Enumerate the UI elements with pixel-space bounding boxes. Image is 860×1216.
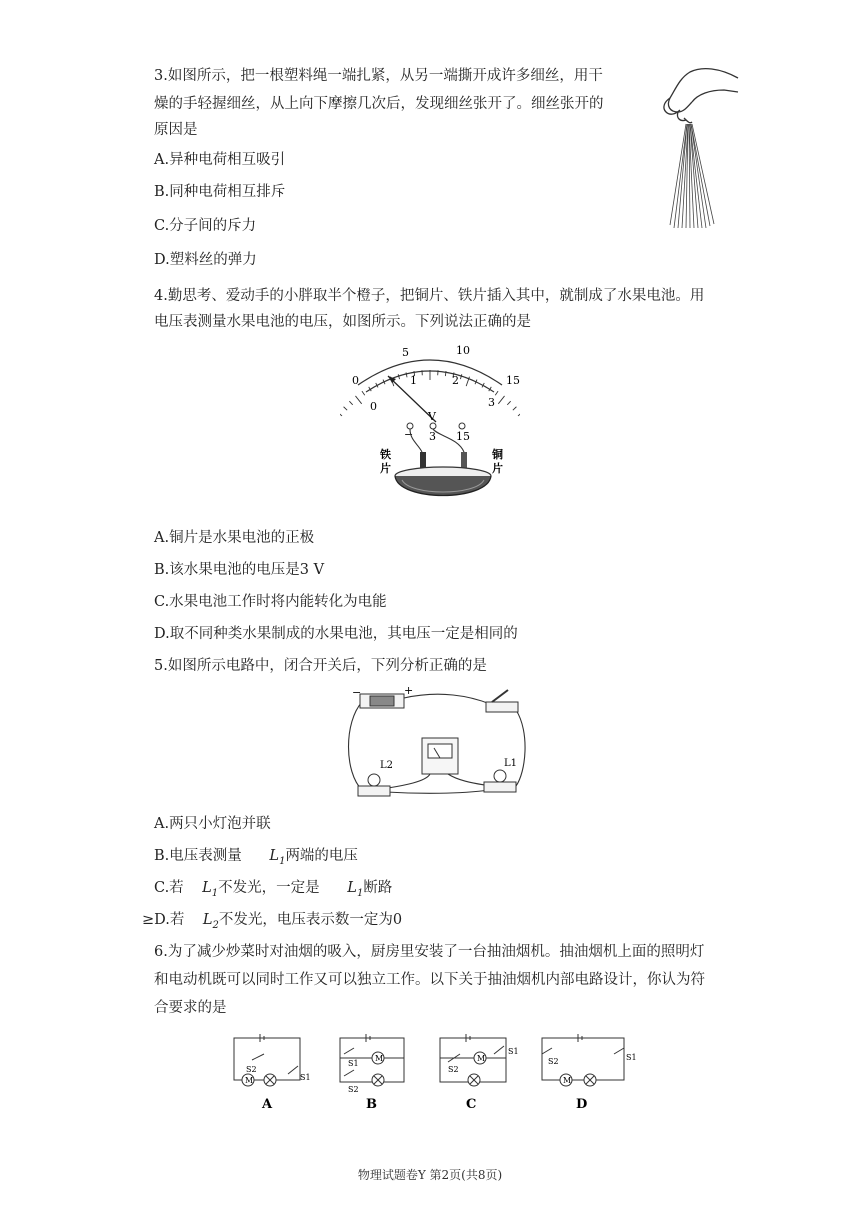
scale-tick xyxy=(498,396,504,404)
scale-bottom-1: 1 xyxy=(410,374,417,387)
terminal-negative: − xyxy=(404,428,414,441)
scale-top-5: 5 xyxy=(402,346,409,359)
circuit-a[interactable] xyxy=(234,1034,300,1086)
circuit-c-letter: C xyxy=(466,1097,477,1112)
circuit-a-letter: A xyxy=(262,1097,273,1112)
q5-option-a[interactable]: A.两只小灯泡并联 xyxy=(154,816,271,832)
q5-c-mid: 不发光，一定是 xyxy=(218,880,320,896)
label-copper-1: 铜 xyxy=(492,448,503,461)
q3-line-1: 3.如图所示，把一根塑料绳一端扎紧，从另一端撕开成许多细丝，用干 xyxy=(154,68,603,84)
lamp-l2 xyxy=(358,786,390,796)
terminal-3: 3 xyxy=(429,430,436,443)
q5-option-d[interactable] xyxy=(142,910,402,936)
meter-letter: V xyxy=(428,410,436,423)
circuit-d-motor: M xyxy=(563,1076,572,1085)
q3-line-3: 原因是 xyxy=(154,122,198,138)
scale-tick xyxy=(349,401,352,405)
q5-b-post: 两端的电压 xyxy=(285,848,358,864)
terminal-15: 15 xyxy=(456,430,470,443)
scale-top-10: 10 xyxy=(456,344,470,357)
circuit-b-s1: S1 xyxy=(348,1059,359,1068)
scale-bottom-2: 2 xyxy=(452,374,459,387)
q4-line-2: 电压表测量水果电池的电压，如图所示。下列说法正确的是 xyxy=(154,314,531,330)
q5-c-var-1: $L_1$ xyxy=(202,880,219,899)
circuit-c-s1: S1 xyxy=(508,1047,519,1056)
scale-tick xyxy=(340,413,342,416)
circuit-d-letter: D xyxy=(576,1097,588,1112)
circuit-options-figure xyxy=(230,1030,640,1112)
label-iron-1: 铁 xyxy=(380,448,391,461)
circuit-a-motor: M xyxy=(245,1076,254,1085)
scale-tick xyxy=(507,401,510,405)
scale-tick xyxy=(460,374,461,379)
circuit-d-s2: S2 xyxy=(548,1057,559,1066)
q4-option-d[interactable]: D.取不同种类水果制成的水果电池，其电压一定是相同的 xyxy=(154,626,518,642)
q5-option-b[interactable] xyxy=(154,846,358,872)
circuit-a-s2: S2 xyxy=(246,1065,257,1074)
q5-c-post: 断路 xyxy=(363,880,393,896)
circuit-c-motor: M xyxy=(477,1054,486,1063)
q6-line-3: 合要求的是 xyxy=(154,1000,227,1016)
q3-line-2: 燥的手轻握细丝，从上向下摩擦几次后，发现细丝张开了。细丝张开的 xyxy=(154,96,604,112)
q5-d-pre: ≥D.若 xyxy=(142,912,185,928)
fruit-battery-voltmeter-figure xyxy=(340,340,520,510)
q4-option-a[interactable]: A.铜片是水果电池的正极 xyxy=(154,530,315,546)
q6-line-2: 和电动机既可以同时工作又可以独立工作。以下关于抽油烟机内部电路设计，你认为符 xyxy=(154,972,705,988)
label-iron-2: 片 xyxy=(380,462,391,475)
q3-option-b[interactable]: B.同种电荷相互排斥 xyxy=(154,184,286,200)
circuit-a-s1: S1 xyxy=(300,1073,311,1082)
scale-tick xyxy=(398,374,399,379)
scale-tick xyxy=(355,396,361,404)
scale-bottom-3: 3 xyxy=(488,396,495,409)
q3-option-d[interactable]: D.塑料丝的弹力 xyxy=(154,252,257,268)
q5-line-1: 5.如图所示电路中，闭合开关后，下列分析正确的是 xyxy=(154,658,487,674)
series-circuit-figure xyxy=(340,682,530,806)
battery-plus: + xyxy=(404,684,414,697)
switch xyxy=(486,702,518,712)
q4-option-b[interactable]: B.该水果电池的电压是3 V xyxy=(154,562,325,578)
lamp-l1 xyxy=(484,782,516,792)
q3-option-a[interactable]: A.异种电荷相互吸引 xyxy=(154,152,286,168)
scale-tick xyxy=(362,391,365,395)
scale-top-15: 15 xyxy=(506,374,520,387)
scale-tick xyxy=(513,407,517,410)
scale-tick xyxy=(518,413,520,416)
circuit-c[interactable] xyxy=(440,1034,506,1086)
q6-line-1: 6.为了减少炒菜时对油烟的吸入，厨房里安装了一台抽油烟机。抽油烟机上面的照明灯 xyxy=(154,944,705,960)
battery-minus: − xyxy=(352,686,362,699)
circuit-c-s2: S2 xyxy=(448,1065,459,1074)
q5-d-post: 不发光，电压表示数一定为0 xyxy=(218,912,403,928)
q5-d-var: $L_2$ xyxy=(202,912,219,931)
q5-b-var: $L_1$ xyxy=(269,848,286,867)
hand-plastic-strands-figure xyxy=(640,60,740,232)
scale-tick xyxy=(495,391,498,395)
label-copper-2: 片 xyxy=(492,462,503,475)
circuit-b-motor: M xyxy=(375,1054,384,1063)
circuit-b-s2: S2 xyxy=(348,1085,359,1094)
scale-tick xyxy=(344,407,348,410)
lamp-l1-label: L1 xyxy=(504,758,518,769)
q5-option-c[interactable] xyxy=(154,878,392,904)
q5-c-var-2: $L_1$ xyxy=(347,880,364,899)
circuit-b-letter: B xyxy=(366,1097,377,1112)
page-footer: 物理试题卷Y 第2页(共8页) xyxy=(357,1168,503,1182)
q3-option-c[interactable]: C.分子间的斥力 xyxy=(154,218,257,234)
scale-bottom-0: 0 xyxy=(370,400,377,413)
q4-option-c[interactable]: C.水果电池工作时将内能转化为电能 xyxy=(154,594,387,610)
circuit-d-s1: S1 xyxy=(626,1053,637,1062)
scale-top-0: 0 xyxy=(352,374,359,387)
q4-line-1: 4.勤思考、爱动手的小胖取半个橙子，把铜片、铁片插入其中，就制成了水果电池。用 xyxy=(154,288,705,304)
lamp-l2-label: L2 xyxy=(380,760,394,771)
q5-c-pre: C.若 xyxy=(154,880,184,896)
q5-b-pre: B.电压表测量 xyxy=(154,848,242,864)
